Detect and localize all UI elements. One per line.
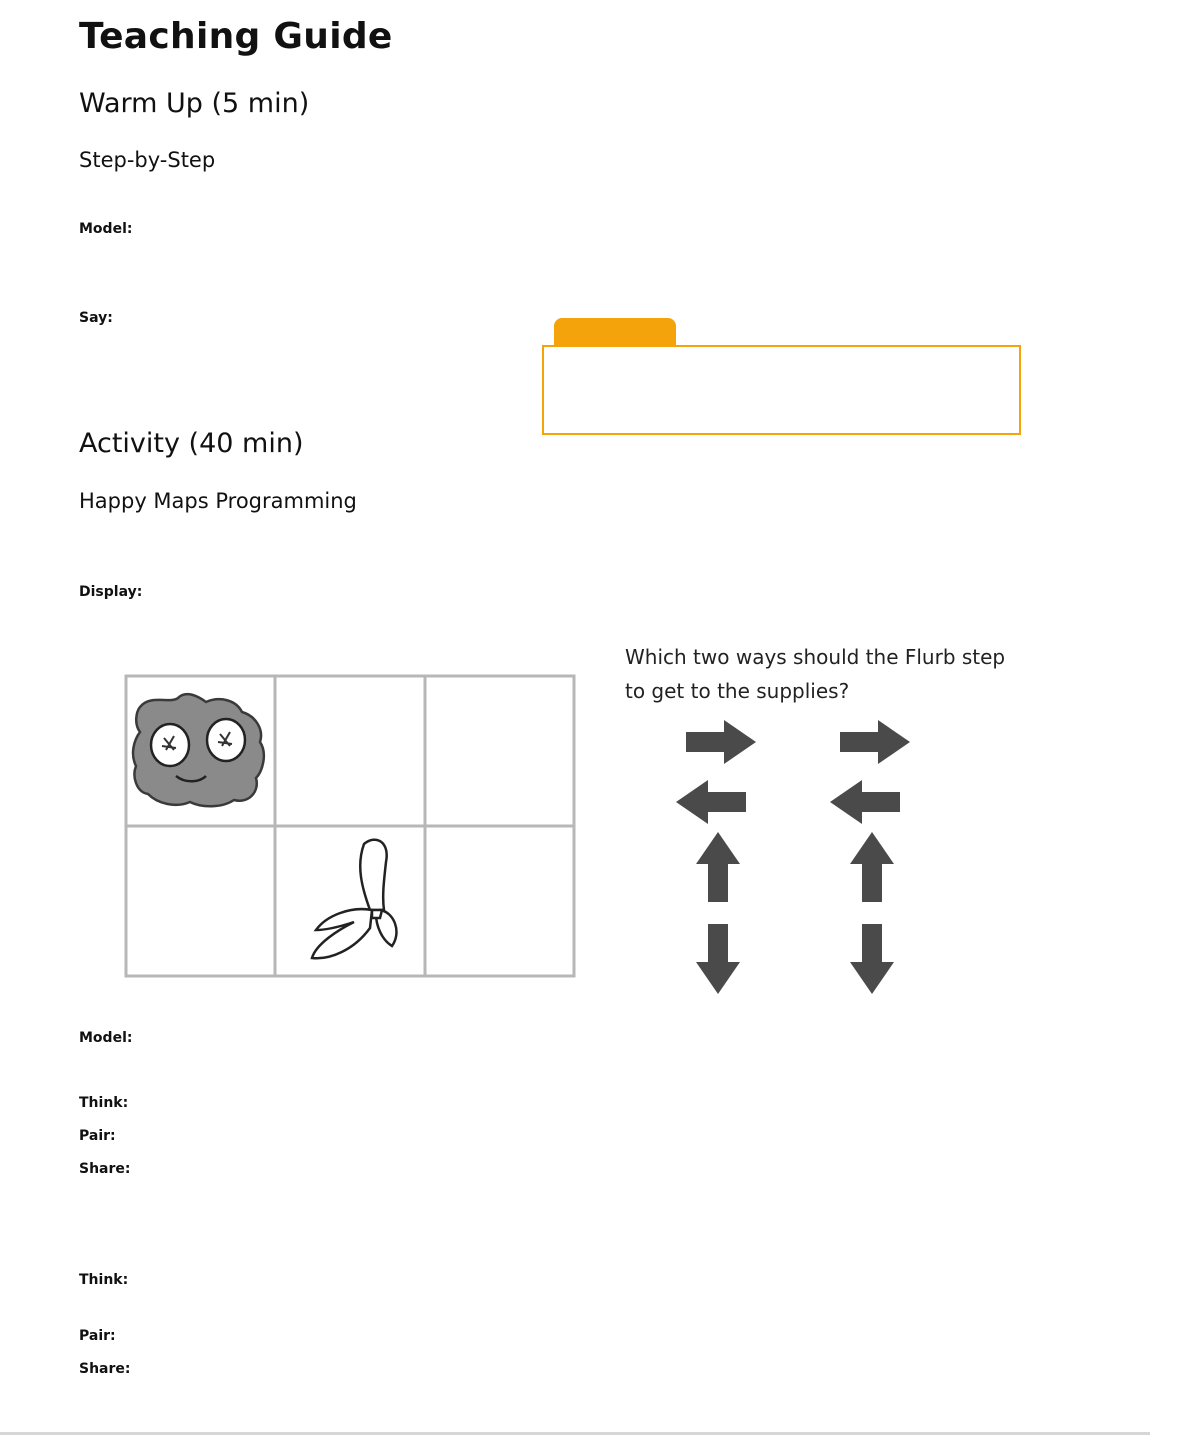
activity-subtitle: Happy Maps Programming (79, 489, 357, 513)
pair-label-2: Pair: (79, 1328, 116, 1344)
warm-up-say-label: Say: (79, 310, 113, 326)
warm-up-heading: Warm Up (5 min) (79, 88, 310, 119)
bottom-divider (0, 1432, 1150, 1435)
activity-model-label: Model: (79, 1030, 133, 1046)
page-title: Teaching Guide (79, 16, 393, 57)
display-question: Which two ways should the Flurb step to get to the supplies? (625, 645, 1006, 703)
think-label-1: Think: (79, 1095, 129, 1111)
activity-heading: Activity (40 min) (79, 428, 304, 459)
warm-up-model-label: Model: (79, 221, 133, 237)
activity-display-label: Display: (79, 584, 143, 600)
think-label-2: Think: (79, 1272, 129, 1288)
callout-tab (554, 318, 676, 347)
pair-label-1: Pair: (79, 1128, 116, 1144)
callout-box (542, 345, 1021, 435)
share-label-2: Share: (79, 1361, 131, 1377)
share-label-1: Share: (79, 1161, 131, 1177)
warm-up-subtitle: Step-by-Step (79, 148, 216, 172)
